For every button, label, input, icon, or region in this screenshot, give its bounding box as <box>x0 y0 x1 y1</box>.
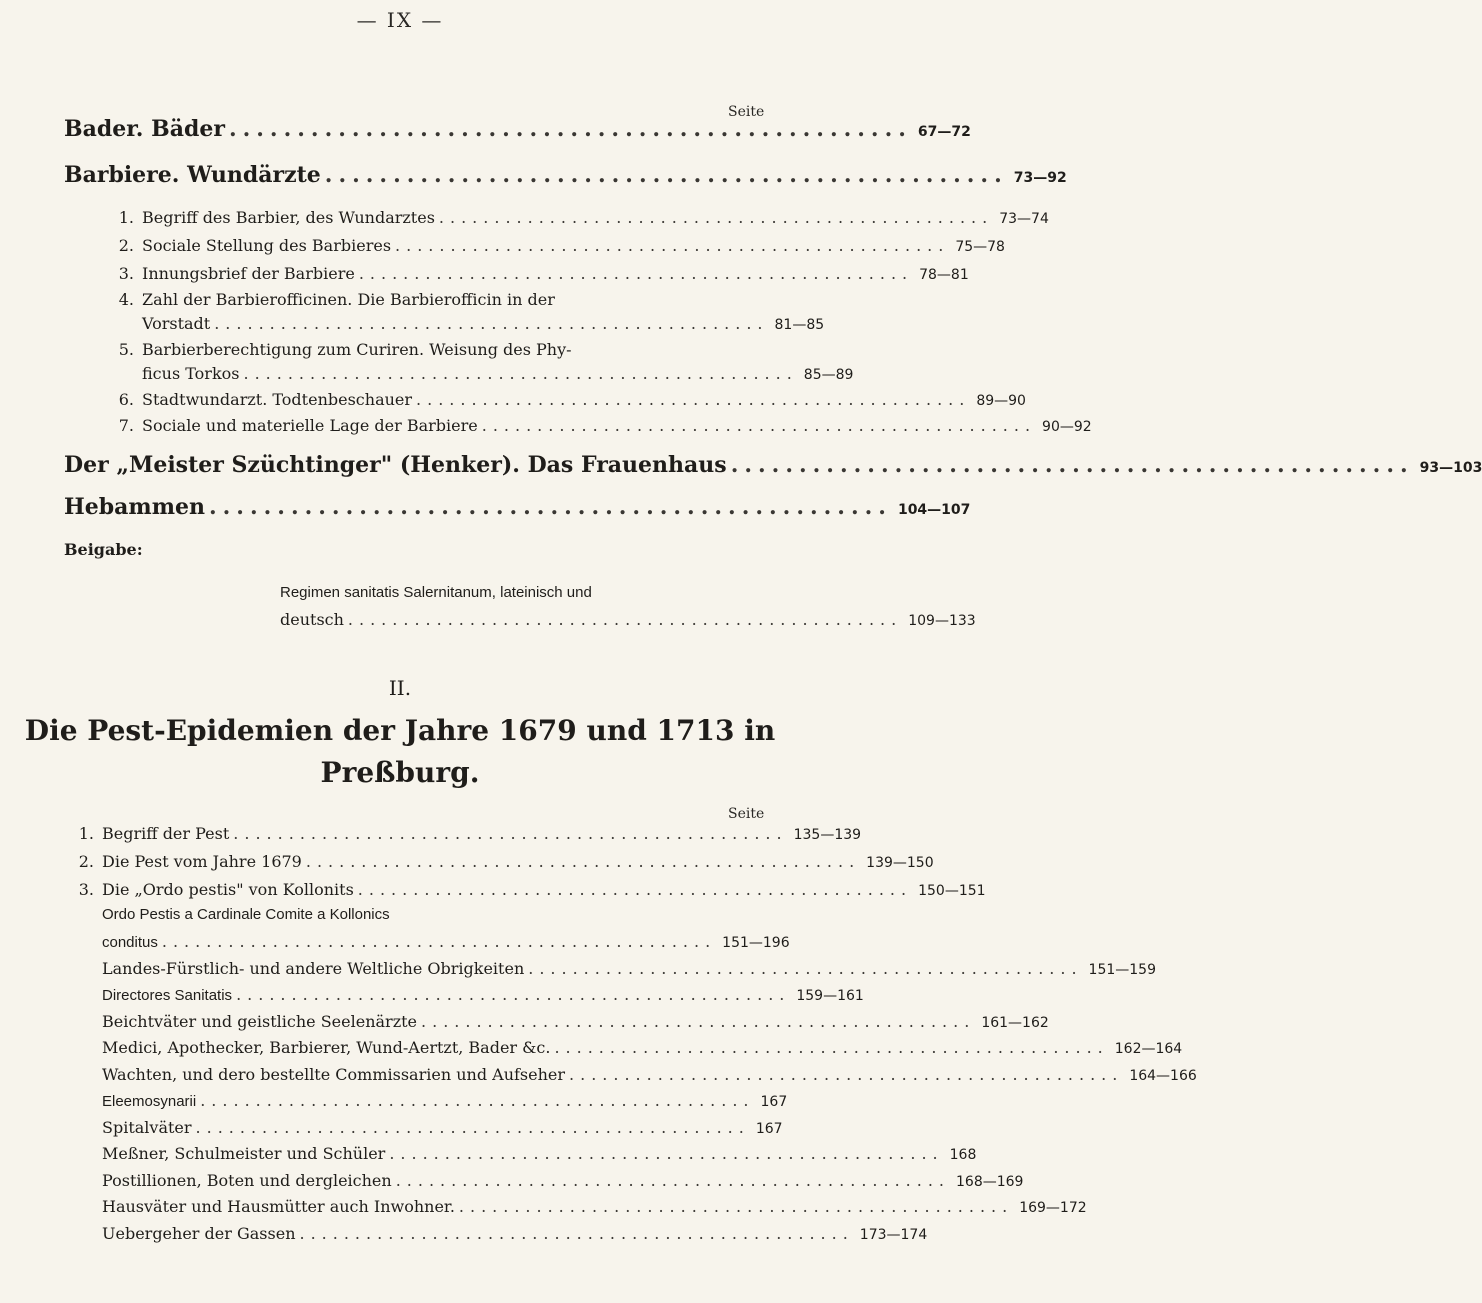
subentry-label: Die Pest vom Jahre 1679 <box>102 852 302 871</box>
leader-dots: .................................................. <box>569 1064 1124 1084</box>
section-numeral: II. <box>388 676 412 700</box>
toc-subentry <box>112 390 1026 409</box>
ordo-subentry <box>102 1091 788 1110</box>
toc-entry-pages: 104—107 <box>897 502 971 518</box>
ordo-subentry <box>102 932 790 951</box>
toc-entry-label: Hebammen <box>64 494 205 520</box>
toc-subentry <box>112 208 1049 227</box>
leader-dots: .................................................. <box>208 494 892 520</box>
subentry-cont: Vorstadt <box>142 314 211 333</box>
subentry-label: Sociale und materielle Lage der Barbiere <box>142 416 478 435</box>
ordo-subentry-pages: 173—174 <box>859 1226 928 1243</box>
subentry-label: Innungsbrief der Barbiere <box>142 264 355 283</box>
leader-dots: .................................................. <box>730 452 1414 478</box>
leader-dots: .................................................. <box>347 610 903 629</box>
toc-subentry <box>112 264 969 283</box>
ordo-subentry-pages: 159—161 <box>796 988 864 1004</box>
subentry-label: Stadtwundarzt. Todtenbeschauer <box>142 390 413 409</box>
beigabe-pages: 109—133 <box>908 613 976 629</box>
seite-label: Seite <box>728 104 765 120</box>
ordo-subentry <box>102 1197 1087 1216</box>
subentry-pages: 81—85 <box>774 317 825 333</box>
ordo-subentry-label: Meßner, Schulmeister und Schüler <box>102 1144 386 1163</box>
leader-dots: .................................................. <box>416 390 971 409</box>
ordo-subentry <box>102 1117 783 1137</box>
ordo-subentry <box>102 1223 928 1243</box>
leader-dots: .................................................. <box>195 1117 750 1137</box>
subentry-pages: 89—90 <box>976 393 1026 409</box>
leader-dots: .................................................. <box>395 236 950 255</box>
subentry-pages: 90—92 <box>1042 419 1092 435</box>
toc-entry-pages: 67—72 <box>917 124 971 140</box>
leader-dots: .................................................. <box>458 1197 1014 1216</box>
subentry-pages: 139—150 <box>866 855 934 871</box>
seite-label: Seite <box>728 806 765 822</box>
toc-entry-pages: 93—103 <box>1419 460 1482 476</box>
ordo-subentry-pages: 161—162 <box>981 1014 1049 1031</box>
subentry-pages: 73—74 <box>999 211 1049 227</box>
beigabe-line: Regimen sanitatis Salernitanum, lateinisch und <box>280 584 592 601</box>
leader-dots: .................................................. <box>243 364 798 383</box>
ordo-subentry-pages: 151—159 <box>1088 961 1156 978</box>
leader-dots: .................................................. <box>357 880 913 899</box>
ordo-subentry <box>102 1011 1049 1031</box>
leader-dots: .................................................. <box>389 1144 944 1163</box>
section-heading: Die Pest-Epidemien der Jahre 1679 und 1713 in <box>24 714 776 747</box>
ordo-subentry <box>102 985 864 1004</box>
ordo-subentry-pages: 168 <box>949 1147 977 1163</box>
leader-dots: .................................................. <box>299 1223 854 1243</box>
ordo-subentry-label: Uebergeher der Gassen <box>102 1223 296 1243</box>
toc-entry <box>64 162 1067 188</box>
ordo-subentry-label: Landes-Fürstlich- und andere Weltliche Obrigkeiten <box>102 958 525 978</box>
ordo-subentry <box>102 1170 1024 1190</box>
subentry-label: Barbierberechtigung zum Curiren. Weisung des Phy- <box>142 340 572 359</box>
leader-dots: .................................................. <box>528 958 1083 978</box>
toc-subentry <box>72 824 862 843</box>
toc-entry-label: Barbiere. Wundärzte <box>64 162 321 188</box>
toc-subentry-first-line <box>112 340 572 359</box>
toc-subentry-continuation <box>142 314 825 333</box>
ordo-subentry-pages: 151—196 <box>722 935 790 951</box>
ordo-subentry <box>102 1038 1183 1057</box>
leader-dots: .................................................. <box>200 1091 755 1110</box>
section-heading: Preßburg. <box>320 756 480 789</box>
leader-dots: .................................................. <box>438 208 994 227</box>
toc-subentry <box>112 416 1092 435</box>
ordo-subentry-label: Directores Sanitatis <box>102 987 233 1004</box>
ordo-subentry <box>102 1144 977 1163</box>
subentry-pages: 150—151 <box>918 883 986 899</box>
leader-dots: .................................................. <box>214 314 769 333</box>
subentry-cont: ficus Torkos <box>142 364 240 383</box>
ordo-subentry-pages: 162—164 <box>1114 1041 1183 1057</box>
subentry-pages: 78—81 <box>919 267 969 283</box>
subentry-number: 3. <box>78 880 94 899</box>
ordo-subentry-label: Postillionen, Boten und dergleichen <box>102 1170 392 1190</box>
ordo-subentry-pages: 167 <box>760 1094 788 1110</box>
subentry-number: 4. <box>118 290 134 309</box>
leader-dots: .................................................. <box>421 1011 976 1031</box>
leader-dots: .................................................. <box>481 416 1037 435</box>
ordo-subentry-pages: 167 <box>755 1120 783 1137</box>
ordo-subentry-label: Spitalväter <box>102 1117 192 1137</box>
toc-entry-label: Bader. Bäder <box>64 116 225 142</box>
toc-entry <box>64 452 1482 478</box>
leader-dots: .................................................. <box>358 264 914 283</box>
ordo-subentry-label: Medici, Apothecker, Barbierer, Wund-Aertzt, Bader &c. <box>102 1038 551 1057</box>
toc-subentry <box>112 236 1005 255</box>
toc-entry-label: Der „Meister Szüchtinger" (Henker). Das Frauenhaus <box>64 452 727 478</box>
toc-subentry <box>72 852 934 871</box>
ordo-line: Ordo Pestis a Cardinale Comite a Kollonics <box>102 906 390 923</box>
subentry-label: Sociale Stellung des Barbieres <box>142 236 392 255</box>
subentry-number: 1. <box>78 824 94 843</box>
subentry-number: 7. <box>118 416 134 435</box>
leader-dots: .................................................. <box>161 932 717 951</box>
ordo-subentry <box>102 958 1156 978</box>
leader-dots: .................................................. <box>228 116 912 142</box>
ordo-subentry-pages: 164—166 <box>1129 1067 1197 1084</box>
ordo-subentry-pages: 168—169 <box>956 1173 1024 1190</box>
ordo-subentry-label: conditus <box>102 934 158 951</box>
toc-entry-pages: 73—92 <box>1013 170 1067 186</box>
subentry-pages: 85—89 <box>803 367 854 383</box>
subentry-number: 2. <box>78 852 94 871</box>
toc-subentry-continuation <box>142 364 854 383</box>
subentry-label: Begriff des Barbier, des Wundarztes <box>142 208 435 227</box>
ordo-subentry-pages: 169—172 <box>1019 1200 1087 1216</box>
ordo-subentry-label: Eleemosynarii <box>102 1093 197 1110</box>
subentry-label: Die „Ordo pestis" von Kollonits <box>102 880 354 899</box>
subentry-number: 5. <box>118 340 134 359</box>
ordo-subentry-label: Beichtväter und geistliche Seelenärzte <box>102 1011 418 1031</box>
subentry-number: 3. <box>118 264 134 283</box>
toc-entry <box>64 116 971 142</box>
beigabe-cont: deutsch <box>280 610 344 629</box>
leader-dots: .................................................. <box>236 985 791 1004</box>
subentry-number: 6. <box>118 390 134 409</box>
leader-dots: .................................................. <box>305 852 861 871</box>
toc-entry <box>64 494 971 520</box>
subentry-label: Begriff der Pest <box>102 824 230 843</box>
subentry-number: 1. <box>118 208 134 227</box>
leader-dots: .................................................. <box>554 1038 1109 1057</box>
ordo-subentry-label: Wachten, und dero bestellte Commissarien und Aufseher <box>102 1064 566 1084</box>
ordo-subentry <box>102 1064 1197 1084</box>
beigabe-entry <box>280 610 976 629</box>
leader-dots: .................................................. <box>324 162 1008 188</box>
subentry-label: Zahl der Barbierofficinen. Die Barbierofficin in der <box>142 290 555 309</box>
leader-dots: .................................................. <box>395 1170 950 1190</box>
subentry-pages: 135—139 <box>793 827 862 843</box>
ordo-subentry-label: Hausväter und Hausmütter auch Inwohner. <box>102 1197 455 1216</box>
toc-subentry-first-line <box>112 290 555 309</box>
page-number: — IX — <box>356 8 444 32</box>
leader-dots: .................................................. <box>233 824 788 843</box>
beigabe-title: Beigabe: <box>64 540 143 559</box>
subentry-number: 2. <box>118 236 134 255</box>
toc-subentry <box>72 880 986 899</box>
subentry-pages: 75—78 <box>955 239 1005 255</box>
